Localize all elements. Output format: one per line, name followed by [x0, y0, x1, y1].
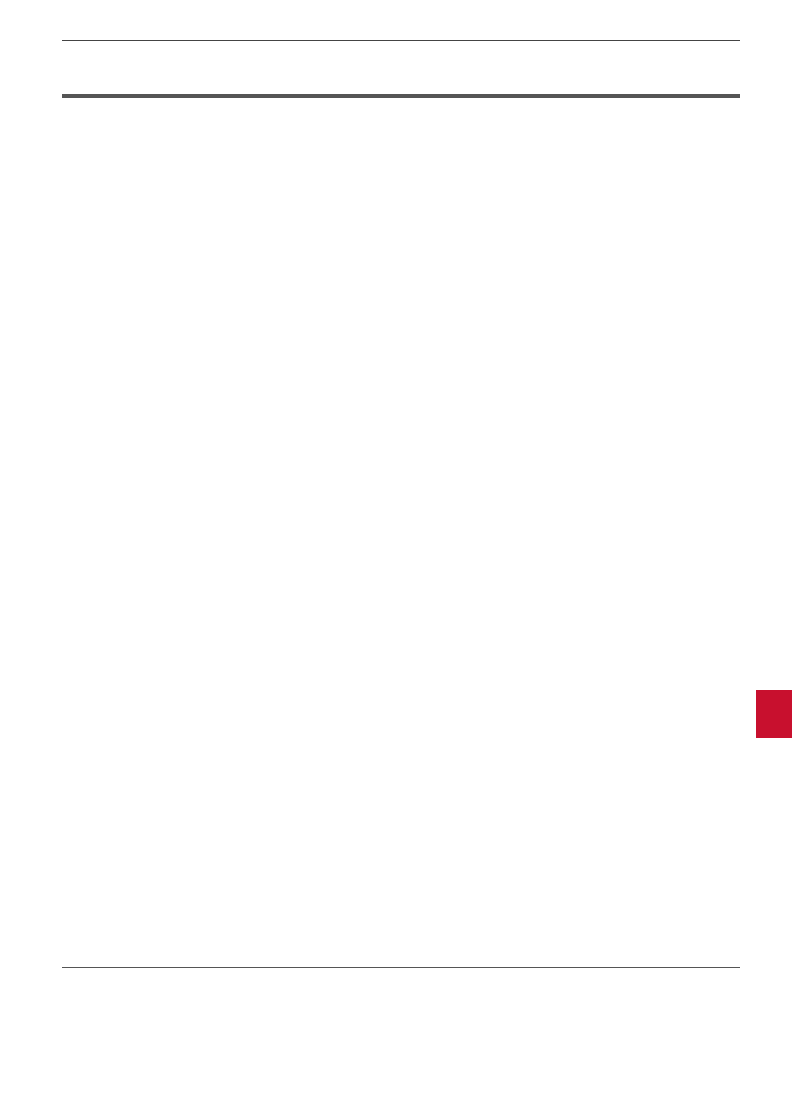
section-tab [756, 690, 792, 738]
top-rule [62, 40, 740, 41]
insert-catalog-table [62, 98, 740, 968]
